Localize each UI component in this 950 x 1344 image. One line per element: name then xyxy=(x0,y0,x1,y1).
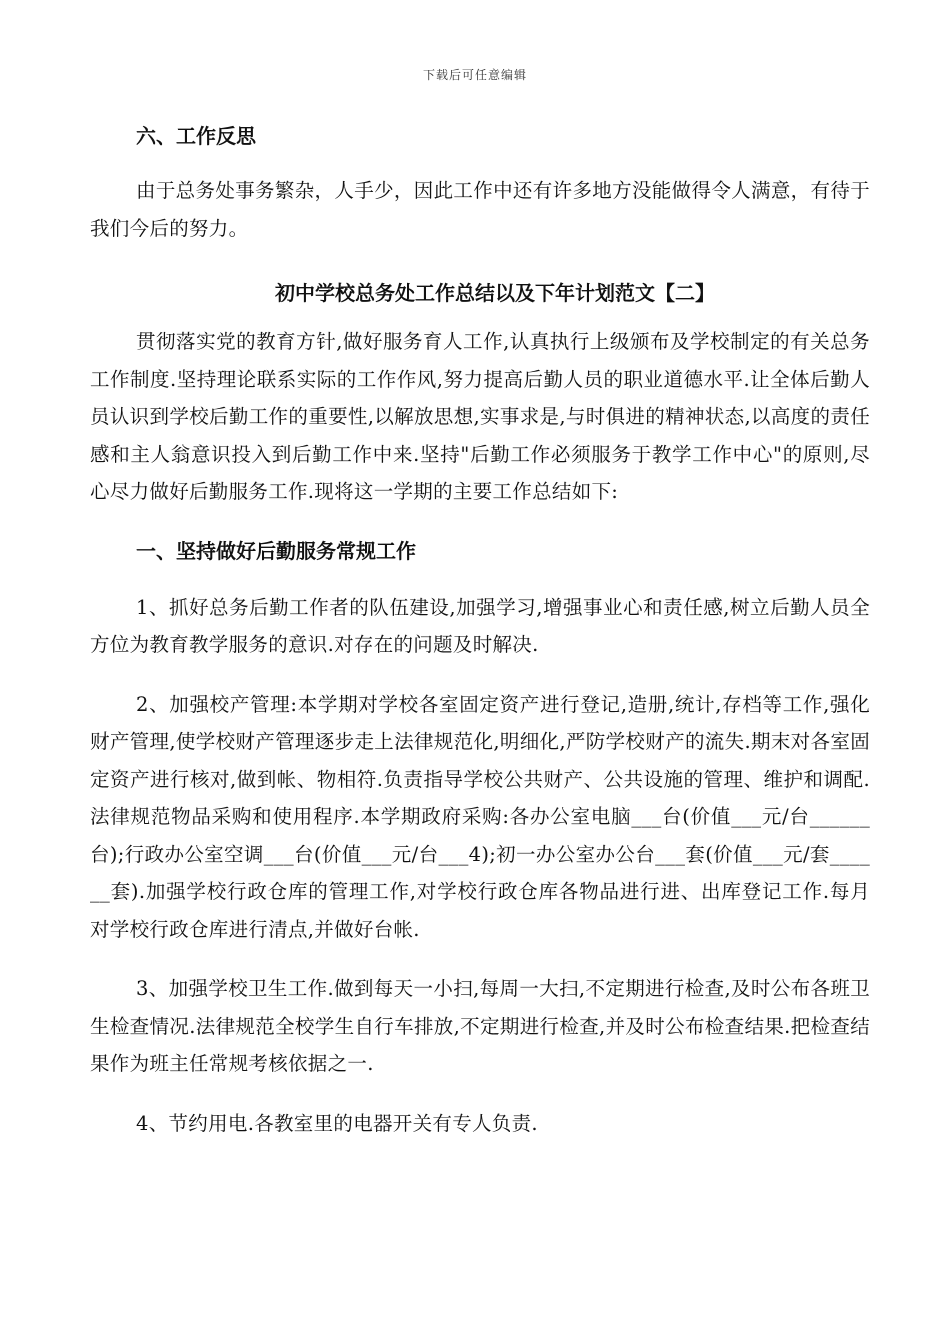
item-4-paragraph: 4、节约用电.各教室里的电器开关有专人负责. xyxy=(136,1111,538,1135)
reflection-paragraph: 由于总务处事务繁杂，人手少，因此工作中还有许多地方没能做得令人满意，有待于我们今后的努力。 xyxy=(90,179,870,240)
item-3-paragraph: 3、加强学校卫生工作.做到每天一小扫,每周一大扫,不定期进行检查,及时公布各班卫生检查情况.法律规范全校学生自行车排放,不定期进行检查,并及时公布检查结果.把检查结果作为班主任常规考核依据之一. xyxy=(90,977,870,1075)
header-note: 下载后可任意编辑 xyxy=(422,68,527,82)
document-body xyxy=(90,118,870,1142)
intro-paragraph: 贯彻落实党的教育方针,做好服务育人工作,认真执行上级颁布及学校制定的有关总务工作制度.坚持理论联系实际的工作作风,努力提高后勤人员的职业道德水平.让全体后勤人员认识到学校后勤工作的重要性,以解放思想,实事求是,与时俱进的精神状态,以高度的责任感和主人翁意识投入到后勤工作中来.坚持"后勤工作必须服务于教学工作中心"的原则,尽心尽力做好后勤服务工作.现将这一学期的主要工作总结如下: xyxy=(90,330,870,503)
reflection-heading: 六、工作反思 xyxy=(136,124,256,148)
part1-heading: 一、坚持做好后勤服务常规工作 xyxy=(136,538,416,563)
document-title: 初中学校总务处工作总结以及下年计划范文【二】 xyxy=(275,281,715,305)
item-1-paragraph: 1、抓好总务后勤工作者的队伍建设,加强学习,增强事业心和责任感,树立后勤人员全方位为教育教学服务的意识.对存在的问题及时解决. xyxy=(90,595,870,656)
item-2-paragraph: 2、加强校产管理:本学期对学校各室固定资产进行登记,造册,统计,存档等工作,强化财产管理,使学校财产管理逐步走上法律规范化,明细化,严防学校财产的流失.期末对各室固定资产进行核对,做到帐、物相符.负责指导学校公共财产、公共设施的管理、维护和调配.法律规范物品采购和使用程序.本学期政府采购:各办公室电脑___台(价值___元/台______台);行政办公室空调___台(价值___元/台___4);初一办公室办公台___套(价值___元/套______套).加强学校行政仓库的管理工作,对学校行政仓库各物品进行进、出库登记工作.每月对学校行政仓库进行清点,并做好台帐. xyxy=(90,692,870,941)
